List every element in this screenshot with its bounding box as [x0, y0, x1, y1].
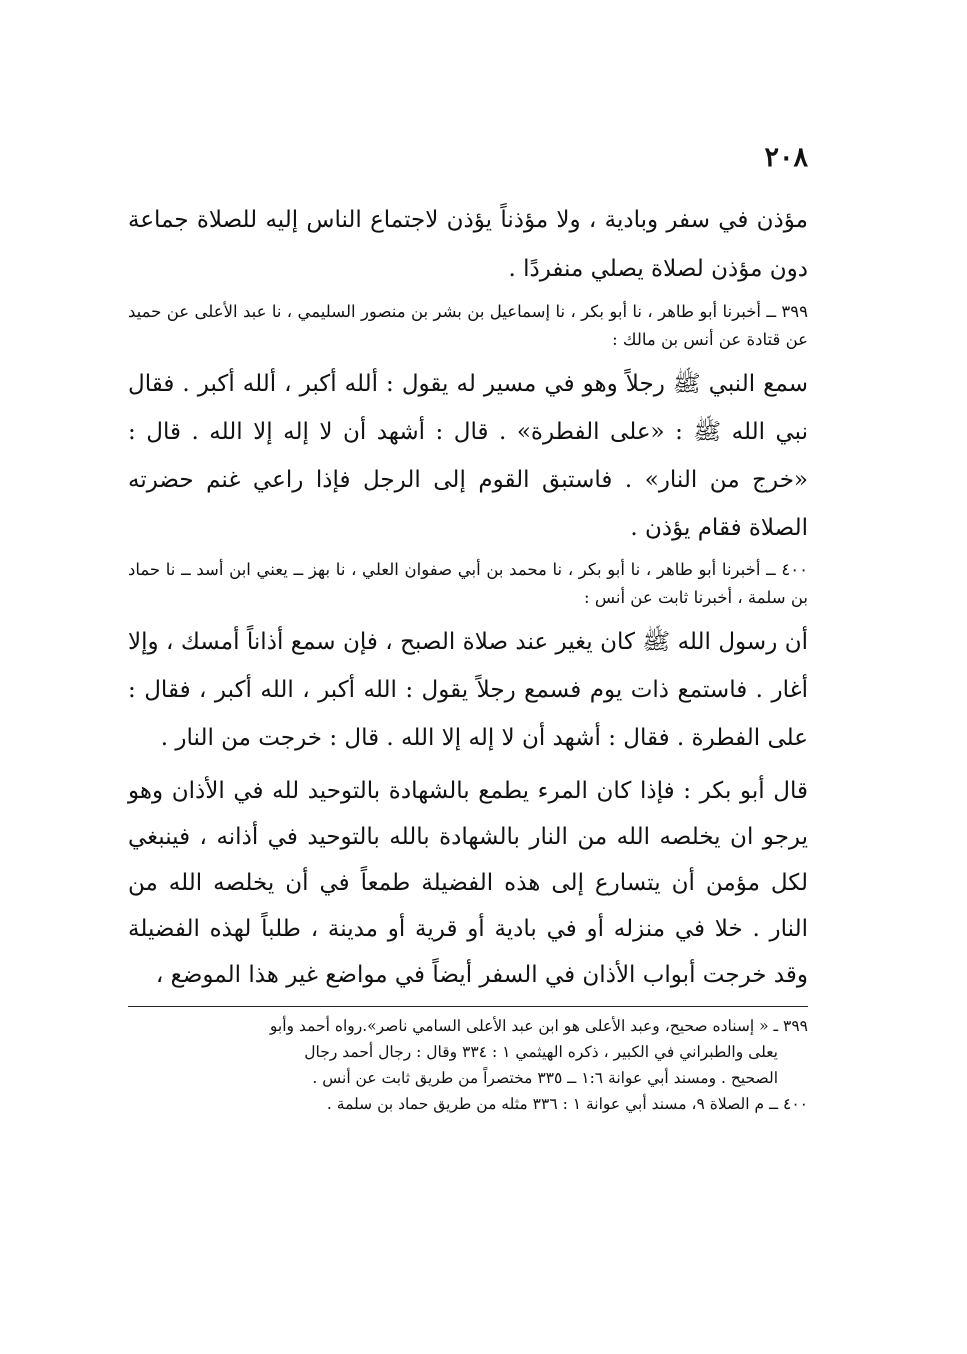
hadith-400-text: أن رسول الله ﷺ كان يغير عند صلاة الصبح ، فإن سمع أذاناً أمسك ، وإلا أغار . فاستمع ذات يوم فسمع رجلاً يقول : الله أكبر ، الله أكبر ، فقال : على الفطرة . فقال : أشهد أن لا إله إلا الله . قال : خرجت من النار . [128, 629, 808, 751]
footnote-400: ٤٠٠ ــ م الصلاة ٩، مسند أبي عوانة ١ : ٣٣٦ مثله من طريق حماد بن سلمة . [326, 1095, 808, 1113]
closing-paragraph: قال أبو بكر : فإذا كان المرء يطمع بالشهادة بالتوحيد لله في الأذان وهو يرجو ان يخلصه الله من النار بالشهادة بالله بالتوحيد في أذانه ، فينبغي لكل مؤمن أن يتسارع إلى هذه الفضيلة طمعاً في أن يخلصه الله من النار . خلا في منزله أو في بادية أو قرية أو مدينة ، طلباً لهذه الفضيلة وقد خرجت أبواب الأذان في السفر أيضاً في مواضع غير هذا الموضع ، [128, 778, 808, 988]
footnote-399-line-1: ٣٩٩ ـ « إسناده صحيح، وعبد الأعلى هو ابن عبد الأعلى السامي ناصر».رواه أحمد وأبو [269, 1017, 808, 1035]
book-page [128, 138, 808, 1117]
footnote-399-line-3: الصحيح . ومسند أبي عوانة ١:٦ ــ ٣٣٥ مختصراً من طريق ثابت عن أنس . [312, 1069, 778, 1087]
footnotes [128, 1013, 808, 1117]
footnote-divider [128, 1006, 808, 1007]
hadith-399-text: سمع النبي ﷺ رجلاً وهو في مسير له يقول : ألله أكبر ، ألله أكبر . فقال نبي الله ﷺ : «على الفطرة» . قال : أشهد أن لا إله إلا الله . قال : «خرج من النار» . فاستبق القوم إلى الرجل فإذا راعي غنم حضرته الصلاة فقام يؤذن . [128, 371, 808, 541]
hadith-400-isnad: ٤٠٠ ــ أخبرنا أبو طاهر ، نا أبو بكر ، نا محمد بن أبي صفوان العلي ، نا بهز ــ يعني ابن أسد ــ نا حماد بن سلمة ، أخبرنا ثابت عن أنس : [128, 560, 808, 607]
hadith-399-isnad: ٣٩٩ ــ أخبرنا أبو طاهر ، نا أبو بكر ، نا إسماعيل بن بشر بن منصور السليمي ، نا عبد الأعلى عن حميد عن قتادة عن أنس بن مالك : [128, 302, 808, 349]
page-number: ٢٠٨ [764, 142, 808, 173]
opening-paragraph: مؤذن في سفر وبادية ، ولا مؤذناً يؤذن لاجتماع الناس إليه للصلاة جماعة دون مؤذن لصلاة يصلي منفردًا . [128, 207, 808, 282]
footnote-399-line-2: يعلى والطبراني في الكبير ، ذكره الهيثمي ١ : ٣٣٤ وقال : رجال أحمد رجال [304, 1043, 778, 1061]
